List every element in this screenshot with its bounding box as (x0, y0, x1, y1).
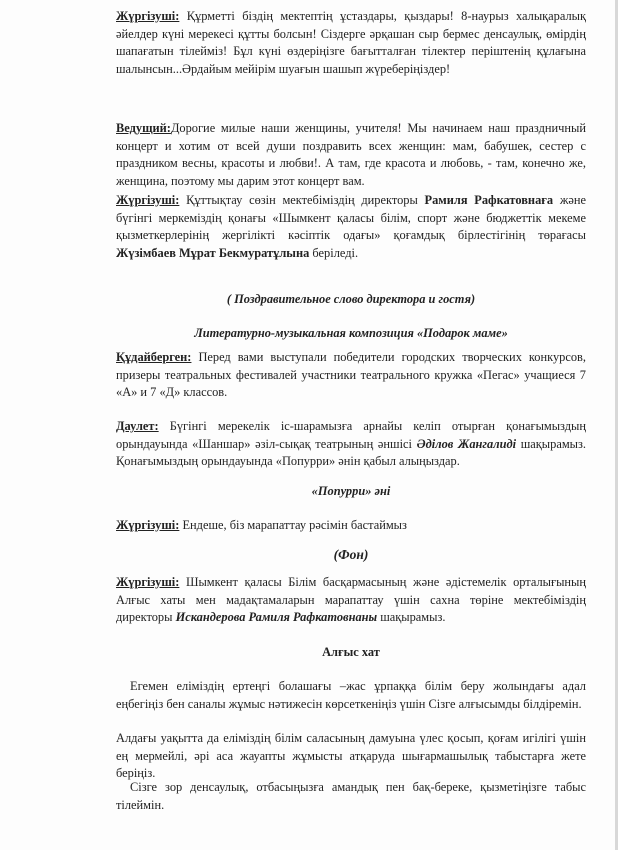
letter-paragraph: Алдағы уақытта да еліміздің білім саласының дамуына үлес қосып, қоғам игілігі үшін ең мермейлі, әрі аса жауапты жұмысты атқаруда шығармашылық табыстарға жете беріңіз. (116, 731, 586, 780)
paragraph-text: Шымкент қаласы Білім басқармасының және әдістемелік орталығының Алғыс хаты мен мадақтамаларын марапаттау үшін сахна төріне мектебіміздің директоры (116, 575, 586, 624)
song-title: «Попурри» әні (311, 484, 391, 498)
paragraph-award-ceremony (116, 517, 586, 535)
singer-name: Әділов Жангалиді (416, 436, 517, 451)
letter-title: Алғыс хат (322, 645, 380, 659)
paragraph-text: Дорогие милые наши женщины, учителя! Мы начинаем наш праздничный концерт и хотим от всей души поздравить всех женщин: мам, бабушек, сестер с праздником весны, красоты и любви!. А там, где красота и любовь, - там, конечно же, женщина, поэтому мы дарим этот концерт вам. (116, 121, 586, 188)
paragraph-daulet (116, 418, 586, 471)
paragraph-ru-host-greeting (116, 120, 586, 190)
letter-paragraph: Сізге зор денсаулық, отбасыңызға амандық пен бақ-береке, қызметіңізге табыс тілеймін. (116, 780, 586, 812)
paragraph-director-invitation (116, 192, 586, 262)
paragraph-host-greeting (116, 8, 586, 78)
speaker-label: Даулет: (116, 419, 159, 433)
speaker-label: Жүргізуші: (116, 518, 180, 532)
paragraph-text: Бүгінгі мерекелік іс-шарамызға арнайы келіп отырған қонағымыздың орындауында «Шаншар» әзіл-сықақ театрының әншісі (116, 419, 586, 451)
paragraph-text: беріледі. (309, 245, 359, 260)
speaker-label: Ведущий: (116, 121, 171, 135)
director-full-name: Искандерова Рамиля Рафкатовнаны (175, 610, 378, 624)
paragraph-text: шақырамыз. (377, 610, 446, 624)
director-name: Рамиля Рафкатовнаға (424, 193, 554, 207)
speaker-label: Жүргізуші: (116, 193, 180, 207)
paragraph-kudaibergen (116, 349, 586, 402)
letter-paragraph: Егемен еліміздің ертеңгі болашағы –жас ұрпаққа білім беру жолындағы адал еңбегіңіз бен саналы жұмыс нәтижесін көрсеткеніңіз үшін Сізге алғысымды білдіремін. (116, 679, 586, 711)
stage-direction-greeting: ( Поздравительное слово директора и гостя) (226, 292, 476, 306)
paragraph-text: шақырамыз. Қонағымыздың орындауында «Попурри» әнін қабыл алыңыздар. (116, 436, 586, 468)
composition-title: Литературно-музыкальная композиция «Подарок маме» (194, 326, 508, 340)
paragraph-text: Ендеше, біз марапаттау рәсімін бастаймыз (179, 518, 407, 532)
paragraph-text: Құттықтау сөзін мектебіміздің директоры (179, 193, 425, 207)
paragraph-text: және бүгінгі меркеміздің қонағы «Шымкент қаласы білім, спорт және бюджеттік мекеме қызметкерлерінің жергілікті кәсіптік одағы» қоғамдық бірлестігінің төрағасы (116, 193, 587, 242)
guest-name: Жүзімбаев Мұрат Бекмуратұлына (116, 245, 310, 260)
speaker-label: Құдайберген: (116, 350, 192, 364)
speaker-label: Жүргізуші: (116, 575, 180, 589)
paragraph-award-invitation (116, 574, 586, 627)
paragraph-text: Құрметті біздің мектептің ұстаздары, қыздары! 8-наурыз халықаралық әйелдер күні мерекесі құтты болсын! Сіздерге әрқашан сыр бермес денсаулық, өмірдің шапағатын тілейміз! Бұл күні өздеріңізге бағытталған тілектер періштенің құлағына шалынсын...Әрдайым мейірім шуағын шашып жүреберіңіздер! (116, 9, 586, 76)
stage-direction-background: (Фон) (333, 547, 369, 562)
speaker-label: Жүргізуші: (116, 9, 180, 23)
paragraph-text: Перед вами выступали победители городских творческих конкурсов, призеры театральных фестивалей участники театрального кружка «Пегас» учащиеся 7 «А» и 7 «Д» классов. (116, 350, 586, 399)
